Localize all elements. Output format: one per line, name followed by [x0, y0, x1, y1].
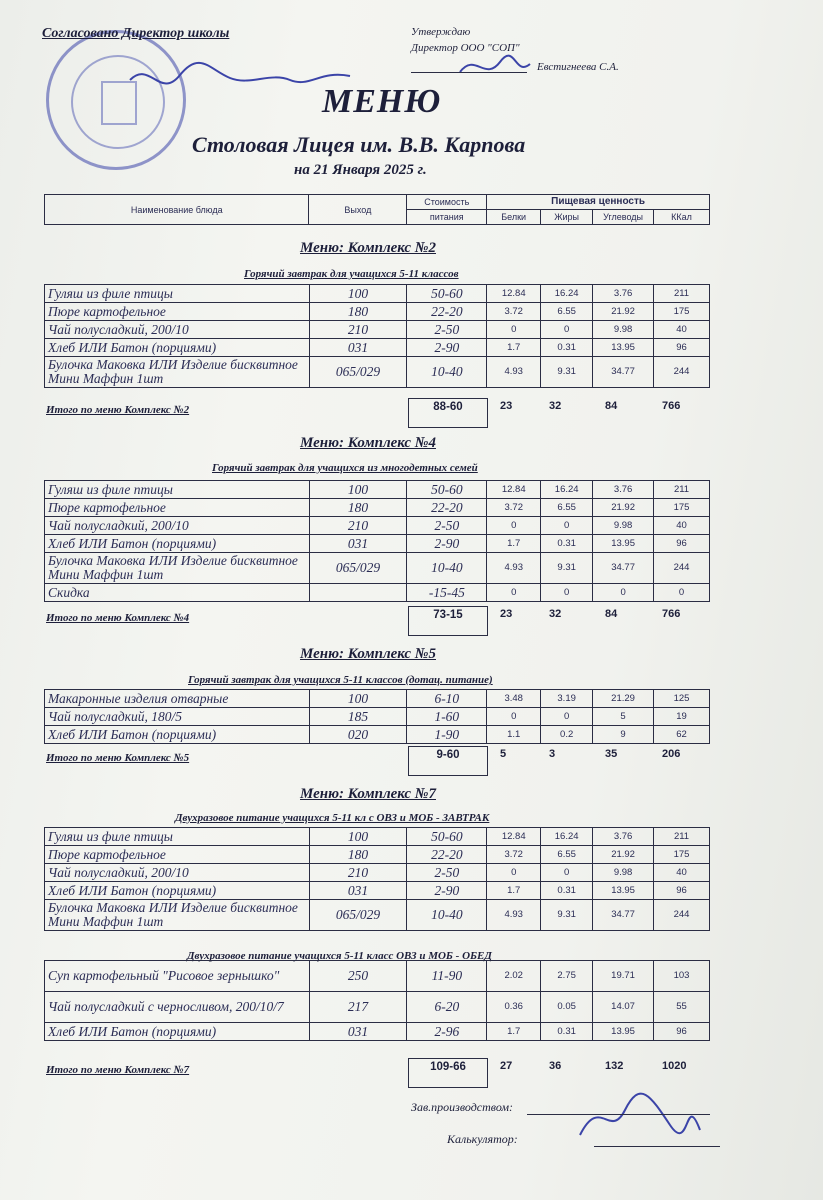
- calculator-line: [594, 1146, 720, 1147]
- total-cost: 88-60: [408, 398, 488, 428]
- cell-cost: 10-40: [407, 900, 487, 931]
- col-nutrition: Пищевая ценность: [487, 195, 710, 210]
- cell-p: 1.7: [487, 882, 541, 900]
- total-label: Итого по меню Комплекс №7: [46, 1064, 190, 1076]
- cell-f: 0.31: [541, 882, 593, 900]
- cell-out: 180: [309, 846, 407, 864]
- cell-c: 9: [593, 726, 654, 744]
- table-row: [45, 992, 710, 1023]
- cell-f: 9.31: [541, 900, 593, 931]
- total-tf: 3: [549, 748, 556, 760]
- cell-cost: 10-40: [407, 357, 487, 388]
- cell-c: 21.29: [593, 690, 654, 708]
- cell-cost: 2-90: [407, 339, 487, 357]
- table-row: [45, 517, 710, 535]
- total-cost: 9-60: [408, 746, 488, 776]
- cell-f: 9.31: [541, 357, 593, 388]
- cell-c: 21.92: [593, 499, 654, 517]
- cell-k: 96: [654, 882, 710, 900]
- cell-k: 211: [654, 828, 710, 846]
- cell-c: 34.77: [593, 553, 654, 584]
- cell-p: 12.84: [487, 828, 541, 846]
- cell-k: 211: [654, 481, 710, 499]
- table-row: [45, 690, 710, 708]
- cell-out: 100: [309, 481, 407, 499]
- col-name: Наименование блюда: [45, 195, 309, 225]
- cell-out: 210: [309, 321, 407, 339]
- cell-k: 125: [654, 690, 710, 708]
- cell-out: 100: [309, 828, 407, 846]
- cell-cost: 2-50: [407, 517, 487, 535]
- total-tc: 84: [605, 608, 618, 620]
- cell-out: 031: [309, 1023, 407, 1041]
- cell-c: 13.95: [593, 1023, 654, 1041]
- cell-k: 175: [654, 846, 710, 864]
- table-row: [45, 481, 710, 499]
- col-cost: Стоимость: [407, 195, 487, 210]
- section-subtitle-2: Двухразовое питание учащихся 5-11 класс ОВЗ и МОБ - ОБЕД: [187, 950, 492, 962]
- cell-c: 21.92: [593, 846, 654, 864]
- cell-out: 100: [309, 285, 407, 303]
- cell-out: 185: [309, 708, 407, 726]
- table-row: [45, 285, 710, 303]
- section-subtitle: Горячий завтрак для учащихся 5-11 классов: [244, 268, 459, 280]
- cell-cost: 1-60: [407, 708, 487, 726]
- cell-out: 065/029: [309, 900, 407, 931]
- total-cost: 73-15: [408, 606, 488, 636]
- cell-cost: 22-20: [407, 303, 487, 321]
- cell-p: 12.84: [487, 285, 541, 303]
- cell-p: 4.93: [487, 900, 541, 931]
- total-tk: 206: [662, 748, 681, 760]
- cell-cost: 1-90: [407, 726, 487, 744]
- cell-k: 244: [654, 553, 710, 584]
- cell-p: 0: [487, 321, 541, 339]
- cell-k: 55: [654, 992, 710, 1023]
- cell-out: 031: [309, 535, 407, 553]
- col-kcal: ККал: [654, 210, 710, 225]
- col-carbs: Углеводы: [593, 210, 654, 225]
- cell-f: 3.19: [541, 690, 593, 708]
- cell-p: 4.93: [487, 553, 541, 584]
- cell-name: Булочка Маковка ИЛИ Изделие бисквитное Мини Маффин 1шт: [45, 357, 310, 388]
- cell-c: 3.76: [593, 481, 654, 499]
- cell-name: Чай полусладкий, 200/10: [45, 321, 310, 339]
- total-tc: 132: [605, 1060, 624, 1072]
- cell-k: 96: [654, 1023, 710, 1041]
- approved-label: Утверждаю: [411, 26, 471, 38]
- cell-p: 1.7: [487, 339, 541, 357]
- production-label: Зав.производством:: [411, 1100, 514, 1114]
- cell-k: 175: [654, 303, 710, 321]
- cell-f: 0.2: [541, 726, 593, 744]
- cell-k: 244: [654, 357, 710, 388]
- total-tp: 5: [500, 748, 507, 760]
- cell-name: Чай полусладкий, 180/5: [45, 708, 310, 726]
- section-subtitle: Горячий завтрак для учащихся из многодетных семей: [212, 462, 478, 474]
- menu-table: [44, 480, 710, 602]
- col-fat: Жиры: [541, 210, 593, 225]
- cell-k: 96: [654, 535, 710, 553]
- cell-cost: 2-50: [407, 864, 487, 882]
- cell-f: 16.24: [541, 828, 593, 846]
- menu-date: на 21 Января 2025 г.: [294, 162, 427, 178]
- table-row: [45, 584, 710, 602]
- menu-table: [44, 284, 710, 388]
- page-subtitle: Столовая Лицея им. В.В. Карпова: [192, 132, 526, 157]
- cell-out: 065/029: [309, 553, 407, 584]
- cell-f: 0: [541, 708, 593, 726]
- cell-name: Пюре картофельное: [45, 303, 310, 321]
- cell-name: Чай полусладкий, 200/10: [45, 517, 310, 535]
- cell-name: Макаронные изделия отварные: [45, 690, 310, 708]
- cell-p: 4.93: [487, 357, 541, 388]
- cell-out: 180: [309, 499, 407, 517]
- cell-p: 0.36: [487, 992, 541, 1023]
- production-signature: [560, 1085, 710, 1145]
- cell-f: 0: [541, 321, 593, 339]
- col-cost-2: питания: [407, 210, 487, 225]
- cell-f: 16.24: [541, 285, 593, 303]
- total-label: Итого по меню Комплекс №4: [46, 612, 190, 624]
- table-row: [45, 864, 710, 882]
- cell-p: 0: [487, 708, 541, 726]
- cell-c: 34.77: [593, 900, 654, 931]
- table-row: [45, 726, 710, 744]
- cell-k: 40: [654, 321, 710, 339]
- cell-k: 40: [654, 864, 710, 882]
- cell-out: 210: [309, 517, 407, 535]
- table-row: [45, 900, 710, 931]
- cell-f: 0: [541, 584, 593, 602]
- total-tp: 23: [500, 608, 513, 620]
- total-tk: 766: [662, 608, 681, 620]
- cell-c: 3.76: [593, 285, 654, 303]
- cell-name: Гуляш из филе птицы: [45, 285, 310, 303]
- cell-k: 175: [654, 499, 710, 517]
- cell-name: Пюре картофельное: [45, 499, 310, 517]
- cell-c: 9.98: [593, 321, 654, 339]
- table-row: [45, 339, 710, 357]
- table-row: [45, 882, 710, 900]
- cell-f: 0: [541, 864, 593, 882]
- cell-k: 244: [654, 900, 710, 931]
- cell-cost: 2-90: [407, 535, 487, 553]
- table-row: [45, 961, 710, 992]
- cell-name: Хлеб ИЛИ Батон (порциями): [45, 726, 310, 744]
- cell-f: 0.31: [541, 535, 593, 553]
- cell-out: 031: [309, 882, 407, 900]
- total-label: Итого по меню Комплекс №2: [46, 404, 190, 416]
- cell-c: 19.71: [593, 961, 654, 992]
- cell-name: Хлеб ИЛИ Батон (порциями): [45, 882, 310, 900]
- cell-c: 0: [593, 584, 654, 602]
- cell-p: 1.1: [487, 726, 541, 744]
- cell-name: Хлеб ИЛИ Батон (порциями): [45, 535, 310, 553]
- director-label: Директор ООО "СОП": [411, 42, 520, 54]
- cell-cost: 6-10: [407, 690, 487, 708]
- cell-p: 0: [487, 517, 541, 535]
- production-line: [527, 1114, 710, 1115]
- cell-cost: 11-90: [407, 961, 487, 992]
- total-tc: 35: [605, 748, 618, 760]
- total-tc: 84: [605, 400, 618, 412]
- cell-k: 40: [654, 517, 710, 535]
- cell-name: Суп картофельный "Рисовое зернышко": [45, 961, 310, 992]
- total-tf: 32: [549, 400, 562, 412]
- cell-name: Хлеб ИЛИ Батон (порциями): [45, 1023, 310, 1041]
- table-row: [45, 321, 710, 339]
- cell-out: 250: [309, 961, 407, 992]
- cell-c: 13.95: [593, 882, 654, 900]
- cell-f: 9.31: [541, 553, 593, 584]
- signer-name: Евстигнеева С.А.: [537, 61, 619, 73]
- cell-name: Чай полусладкий с черносливом, 200/10/7: [45, 992, 310, 1023]
- cell-k: 211: [654, 285, 710, 303]
- table-row: [45, 303, 710, 321]
- col-protein: Белки: [487, 210, 541, 225]
- table-row: [45, 828, 710, 846]
- calculator-label: Калькулятор:: [447, 1132, 518, 1146]
- cell-c: 5: [593, 708, 654, 726]
- total-label: Итого по меню Комплекс №5: [46, 752, 190, 764]
- cell-cost: 50-60: [407, 828, 487, 846]
- cell-k: 103: [654, 961, 710, 992]
- cell-p: 0: [487, 584, 541, 602]
- menu-table: [44, 960, 710, 1041]
- cell-p: 1.7: [487, 535, 541, 553]
- table-header: [44, 194, 710, 225]
- cell-name: Хлеб ИЛИ Батон (порциями): [45, 339, 310, 357]
- col-output: Выход: [309, 195, 407, 225]
- cell-name: Гуляш из филе птицы: [45, 828, 310, 846]
- cell-f: 6.55: [541, 303, 593, 321]
- table-row: [45, 499, 710, 517]
- cell-cost: -15-45: [407, 584, 487, 602]
- cell-k: 96: [654, 339, 710, 357]
- cell-c: 13.95: [593, 535, 654, 553]
- cell-k: 0: [654, 584, 710, 602]
- cell-p: 3.72: [487, 303, 541, 321]
- cell-cost: 2-50: [407, 321, 487, 339]
- cell-name: Скидка: [45, 584, 310, 602]
- table-row: [45, 535, 710, 553]
- cell-c: 9.98: [593, 864, 654, 882]
- cell-out: 031: [309, 339, 407, 357]
- agreed-label: Согласовано Директор школы: [42, 26, 230, 41]
- table-row: [45, 357, 710, 388]
- cell-cost: 2-96: [407, 1023, 487, 1041]
- cell-cost: 6-20: [407, 992, 487, 1023]
- cell-f: 2.75: [541, 961, 593, 992]
- cell-f: 0.31: [541, 1023, 593, 1041]
- section-title: Меню: Комплекс №2: [300, 240, 436, 256]
- table-row: [45, 1023, 710, 1041]
- cell-k: 19: [654, 708, 710, 726]
- cell-p: 3.48: [487, 690, 541, 708]
- cell-out: 210: [309, 864, 407, 882]
- section-title: Меню: Комплекс №4: [300, 435, 436, 451]
- total-tf: 36: [549, 1060, 562, 1072]
- cell-p: 1.7: [487, 1023, 541, 1041]
- cell-f: 0.31: [541, 339, 593, 357]
- cell-p: 12.84: [487, 481, 541, 499]
- cell-name: Гуляш из филе птицы: [45, 481, 310, 499]
- total-tk: 766: [662, 400, 681, 412]
- cell-f: 16.24: [541, 481, 593, 499]
- cell-out: 100: [309, 690, 407, 708]
- cell-out: [309, 584, 407, 602]
- section-title: Меню: Комплекс №5: [300, 646, 436, 662]
- total-tp: 23: [500, 400, 513, 412]
- menu-table: [44, 689, 710, 744]
- cell-p: 2.02: [487, 961, 541, 992]
- cell-cost: 2-90: [407, 882, 487, 900]
- cell-c: 14.07: [593, 992, 654, 1023]
- cell-cost: 22-20: [407, 499, 487, 517]
- cell-cost: 10-40: [407, 553, 487, 584]
- cell-c: 21.92: [593, 303, 654, 321]
- cell-c: 3.76: [593, 828, 654, 846]
- page-title: МЕНЮ: [322, 83, 442, 120]
- cell-cost: 22-20: [407, 846, 487, 864]
- total-tp: 27: [500, 1060, 513, 1072]
- cell-name: Булочка Маковка ИЛИ Изделие бисквитное Мини Маффин 1шт: [45, 553, 310, 584]
- section-subtitle: Горячий завтрак для учащихся 5-11 классов (дотац. питание): [188, 674, 493, 686]
- signature-line: [411, 72, 527, 73]
- cell-c: 9.98: [593, 517, 654, 535]
- cell-name: Пюре картофельное: [45, 846, 310, 864]
- cell-k: 62: [654, 726, 710, 744]
- table-row: [45, 708, 710, 726]
- cell-out: 020: [309, 726, 407, 744]
- cell-out: 180: [309, 303, 407, 321]
- cell-out: 065/029: [309, 357, 407, 388]
- cell-f: 0.05: [541, 992, 593, 1023]
- total-cost: 109-66: [408, 1058, 488, 1088]
- cell-cost: 50-60: [407, 285, 487, 303]
- cell-p: 0: [487, 864, 541, 882]
- table-row: [45, 846, 710, 864]
- cell-c: 13.95: [593, 339, 654, 357]
- section-title: Меню: Комплекс №7: [300, 786, 436, 802]
- cell-name: Чай полусладкий, 200/10: [45, 864, 310, 882]
- table-row: [45, 553, 710, 584]
- total-tf: 32: [549, 608, 562, 620]
- cell-f: 6.55: [541, 846, 593, 864]
- cell-f: 0: [541, 517, 593, 535]
- cell-cost: 50-60: [407, 481, 487, 499]
- cell-out: 217: [309, 992, 407, 1023]
- section-subtitle: Двухразовое питание учащихся 5-11 кл с ОВЗ и МОБ - ЗАВТРАК: [175, 812, 490, 824]
- cell-p: 3.72: [487, 846, 541, 864]
- cell-p: 3.72: [487, 499, 541, 517]
- cell-f: 6.55: [541, 499, 593, 517]
- cell-name: Булочка Маковка ИЛИ Изделие бисквитное Мини Маффин 1шт: [45, 900, 310, 931]
- approver-signature: [455, 52, 535, 82]
- cell-c: 34.77: [593, 357, 654, 388]
- menu-table: [44, 827, 710, 931]
- total-tk: 1020: [662, 1060, 687, 1072]
